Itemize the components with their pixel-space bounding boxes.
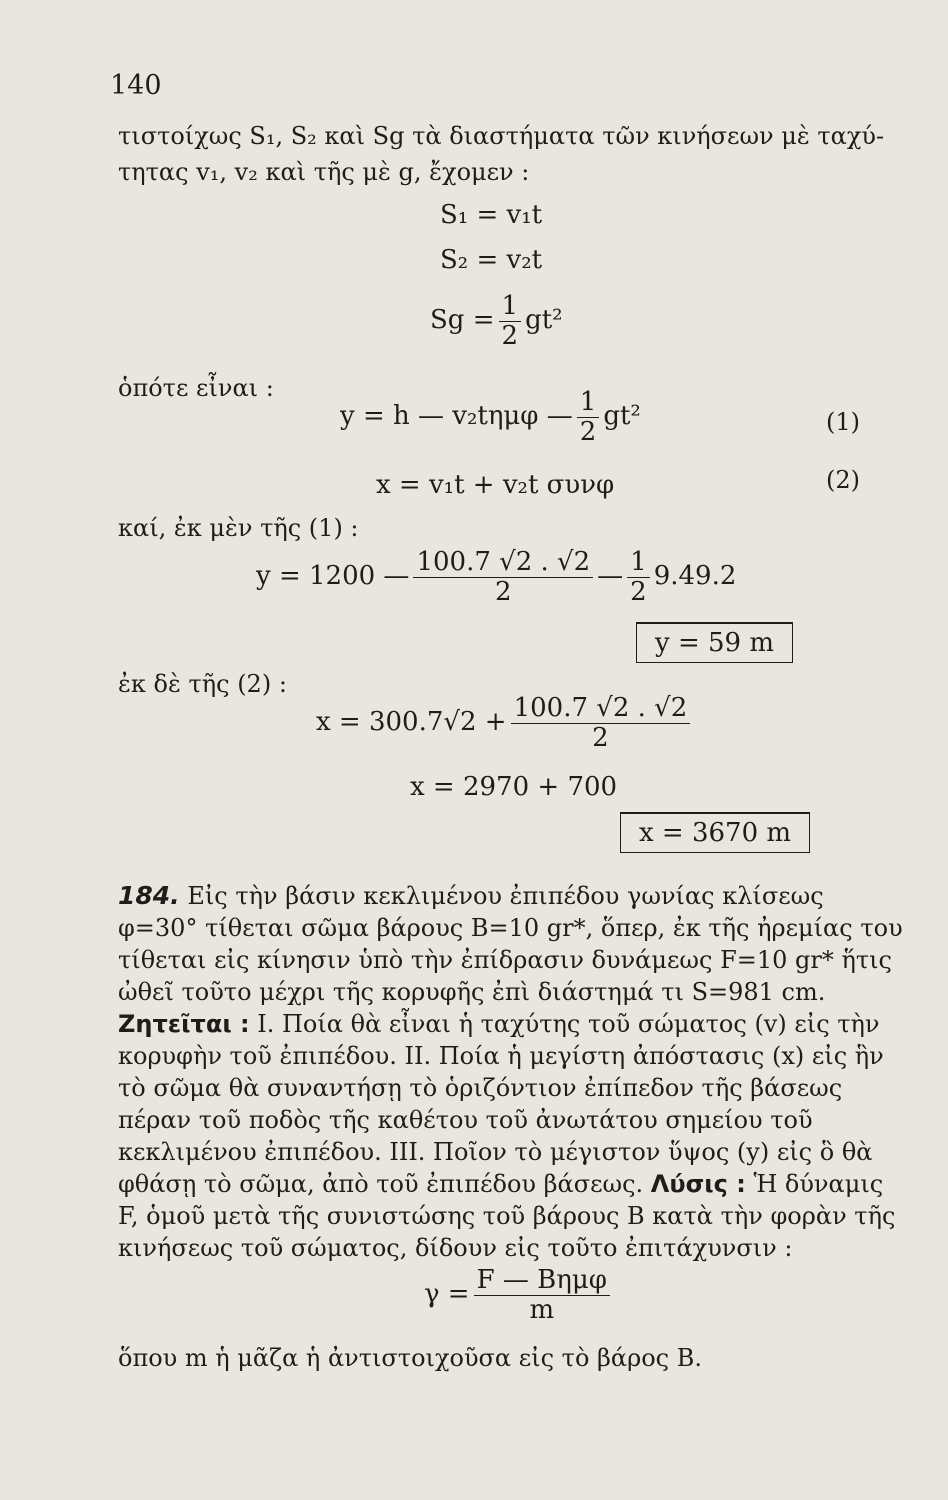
fraction-numerator: 1 [577, 388, 600, 418]
equation-s1: S₁ = v₁t [440, 200, 543, 230]
label-kai: καί, ἐκ μὲν τῆς (1) : [118, 514, 359, 542]
equation-sg [430, 292, 563, 350]
solution-label: Λύσις : [650, 1170, 746, 1198]
fraction-denominator: 2 [501, 320, 519, 351]
ask-text: Ι. Ποία θὰ εἶναι ἡ ταχύτης τοῦ σώματος (v) εἰς τὴν κορυφὴν τοῦ ἐπιπέδου. ΙΙ. Ποία ἡ μεγίστη ἀπόστασις (x) εἰς ἣν τὸ σῶμα θὰ συναντήσῃ τὸ ὁριζόντιον ἐπίπεδον τῆς βάσεως πέραν τοῦ ποδὸς τῆς καθέτου τοῦ ἀνωτάτου σημείου τοῦ κεκλιμένου ἐπιπέδου. ΙΙΙ. Ποῖον τὸ μέγιστον ὕψος (y) εἰς ὃ θὰ φθάσῃ τὸ σῶμα, ἀπὸ τοῦ ἐπιπέδου βάσεως. [118, 1010, 884, 1198]
equation-gamma-lhs: γ = [424, 1279, 470, 1310]
fraction [577, 388, 600, 446]
result-box-x: x = 3670 m [620, 812, 810, 853]
equation-1-rhs: gt² [603, 401, 641, 432]
label-ek: ἐκ δὲ τῆς (2) : [118, 670, 287, 698]
equation-sg-lhs: Sg = [430, 305, 495, 336]
problem-number: 184. [118, 881, 180, 910]
fraction-numerator: F — Βημφ [474, 1266, 610, 1296]
fraction-denominator: 2 [579, 416, 597, 447]
intro-line-2: τητας v₁, v₂ καὶ τῆς μὲ g, ἔχομεν : [118, 158, 530, 186]
fraction-denominator: 2 [592, 722, 609, 753]
problem-statement [118, 880, 908, 1264]
fraction-denominator: 2 [495, 576, 512, 607]
calculation-y [256, 548, 736, 606]
result-box-y: y = 59 m [636, 622, 793, 663]
fraction-numerator: 100.7 √2 . √2 [413, 548, 593, 578]
fraction-numerator: 100.7 √2 . √2 [511, 694, 691, 724]
calculation-x-2: x = 2970 + 700 [410, 772, 618, 802]
calculation-y-lhs: y = 1200 — [256, 561, 410, 592]
fraction [474, 1266, 610, 1324]
ask-label: Ζητεῖται : [118, 1010, 250, 1038]
fraction [511, 694, 691, 752]
fraction-numerator: 1 [627, 548, 650, 578]
equation-1-lhs: y = h — v₂tημφ — [340, 401, 573, 432]
fraction-denominator: 2 [630, 576, 647, 607]
calculation-y-minus: — [597, 561, 624, 592]
equation-number-1: (1) [826, 408, 860, 436]
equation-sg-rhs: gt² [525, 305, 563, 336]
equation-1 [340, 388, 641, 446]
equation-s2: S₂ = v₂t [440, 245, 543, 275]
equation-2: x = v₁t + v₂t συνφ [376, 470, 615, 500]
calculation-x [316, 694, 694, 752]
calculation-x-lhs: x = 300.7√2 + [316, 707, 507, 738]
fraction [627, 548, 650, 606]
fraction [499, 292, 522, 350]
page-number: 140 [110, 70, 162, 101]
problem-text: Εἰς τὴν βάσιν κεκλιμένου ἐπιπέδου γωνίας κλίσεως φ=30° τίθεται σῶμα βάρους Β=10 gr*, ὅπερ, ἐκ τῆς ἠρεμίας του τίθεται εἰς κίνησιν ὑπὸ τὴν ἐπίδρασιν δυνάμεως F=10 gr* ἥτις ὠθεῖ τοῦτο μέχρι τῆς κορυφῆς ἐπὶ διάστημά τι S=981 cm. [118, 882, 903, 1006]
label-opote: ὁπότε εἶναι : [118, 374, 274, 402]
equation-gamma [424, 1266, 614, 1324]
fraction-numerator: 1 [499, 292, 522, 322]
fraction-denominator: m [529, 1294, 555, 1325]
intro-line-1: τιστοίχως S₁, S₂ καὶ Sg τὰ διαστήματα τῶν κινήσεων μὲ ταχύ- [118, 122, 885, 150]
closing-line: ὅπου m ἡ μᾶζα ἡ ἀντιστοιχοῦσα εἰς τὸ βάρος Β. [118, 1344, 702, 1372]
solution-text: Ἡ δύναμις F, ὁμοῦ μετὰ τῆς συνιστώσης τοῦ βάρους Β κατὰ τὴν φορὰν τῆς κινήσεως τοῦ σώματος, δίδουν εἰς τοῦτο ἐπιτάχυνσιν : [118, 1170, 896, 1262]
fraction [413, 548, 593, 606]
equation-number-2: (2) [826, 466, 860, 494]
calculation-y-rhs: 9.49.2 [653, 561, 737, 592]
